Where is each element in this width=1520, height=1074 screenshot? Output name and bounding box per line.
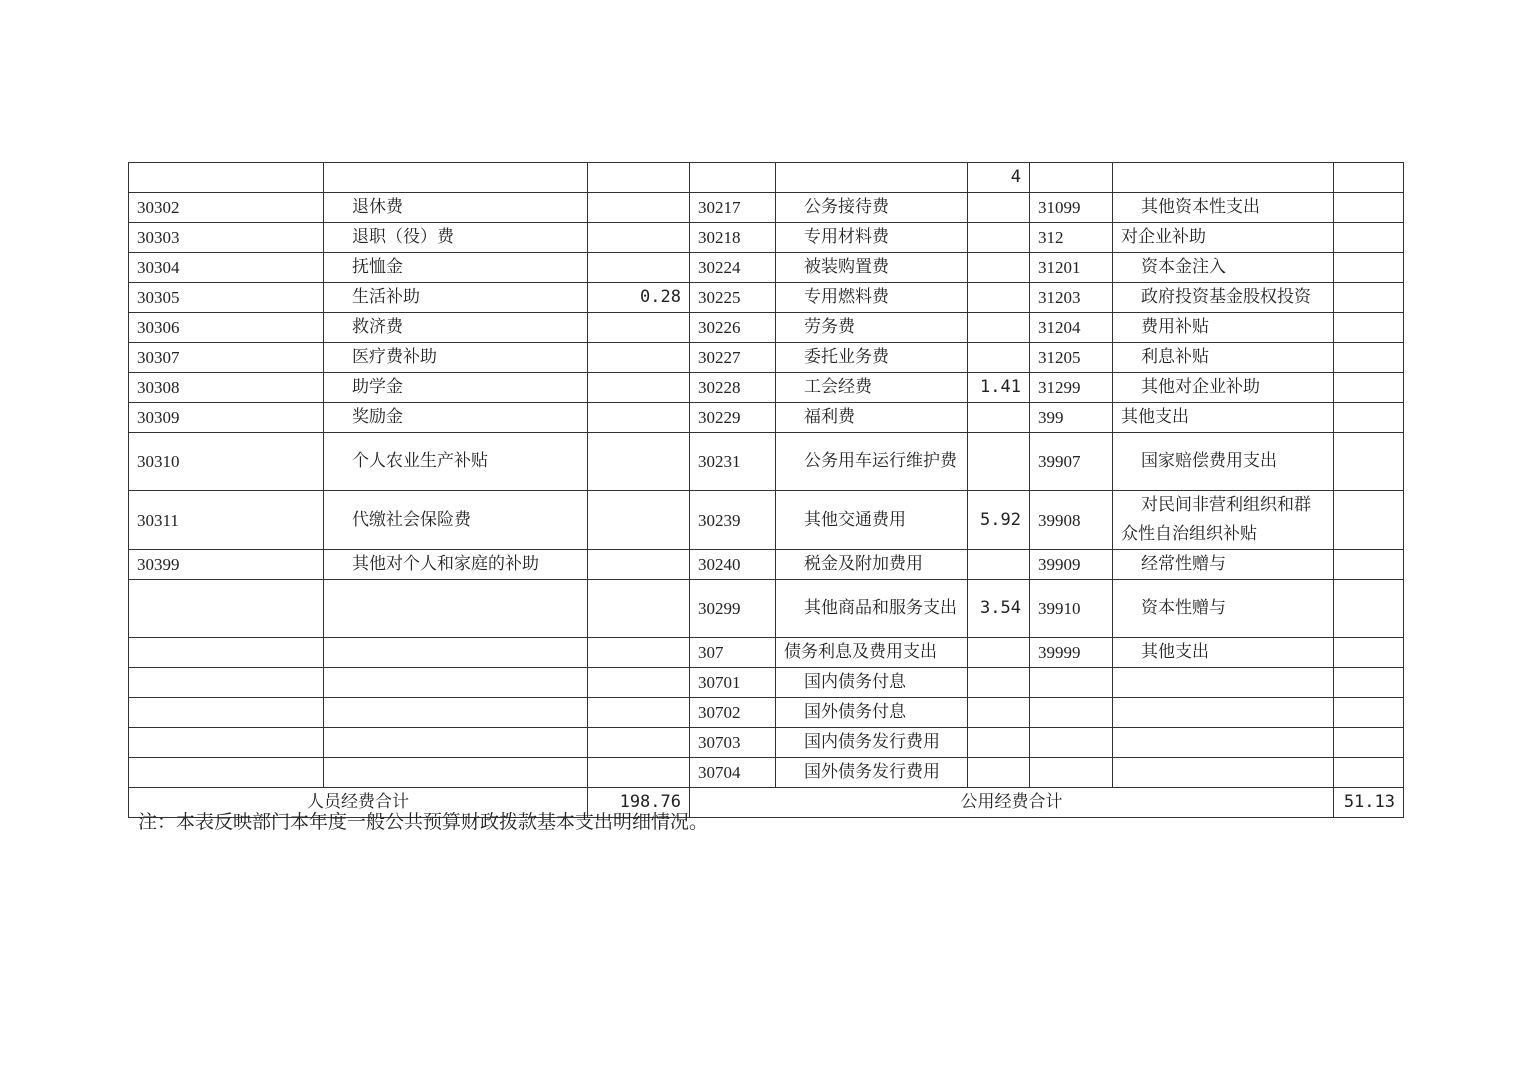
other-amount-cell xyxy=(1334,758,1404,788)
personnel-item-cell xyxy=(324,580,588,638)
personnel-item-cell xyxy=(324,758,588,788)
personnel-code-cell: 30399 xyxy=(129,550,324,580)
table-row xyxy=(129,193,1404,223)
other-item-cell: 对民间非营利组织和群众性自治组织补贴 xyxy=(1113,491,1334,550)
personnel-amount-cell xyxy=(588,758,690,788)
public-amount-cell xyxy=(968,313,1030,343)
public-code-cell xyxy=(690,163,776,193)
other-amount-cell xyxy=(1334,283,1404,313)
other-amount-cell xyxy=(1334,373,1404,403)
public-amount-cell: 1.41 xyxy=(968,373,1030,403)
other-amount-cell xyxy=(1334,403,1404,433)
personnel-code-cell: 30310 xyxy=(129,433,324,491)
personnel-item-cell: 抚恤金 xyxy=(324,253,588,283)
public-code-cell: 30229 xyxy=(690,403,776,433)
table-row xyxy=(129,223,1404,253)
personnel-code-cell: 30308 xyxy=(129,373,324,403)
public-item-cell: 被装购置费 xyxy=(776,253,968,283)
public-amount-cell: 4 xyxy=(968,163,1030,193)
other-amount-cell xyxy=(1334,550,1404,580)
public-item-cell: 委托业务费 xyxy=(776,343,968,373)
other-code-cell: 31299 xyxy=(1030,373,1113,403)
personnel-code-cell: 30303 xyxy=(129,223,324,253)
personnel-item-cell: 代缴社会保险费 xyxy=(324,491,588,550)
public-item-cell: 专用材料费 xyxy=(776,223,968,253)
other-item-cell xyxy=(1113,163,1334,193)
table-row xyxy=(129,758,1404,788)
personnel-amount-cell xyxy=(588,491,690,550)
public-code-cell: 30704 xyxy=(690,758,776,788)
expenditure-detail-table xyxy=(128,162,1404,818)
other-item-cell: 其他对企业补助 xyxy=(1113,373,1334,403)
table-row xyxy=(129,550,1404,580)
personnel-amount-cell xyxy=(588,550,690,580)
public-item-cell: 公务接待费 xyxy=(776,193,968,223)
personnel-item-cell xyxy=(324,638,588,668)
personnel-code-cell: 30307 xyxy=(129,343,324,373)
other-amount-cell xyxy=(1334,253,1404,283)
other-item-cell: 其他资本性支出 xyxy=(1113,193,1334,223)
public-code-cell: 30227 xyxy=(690,343,776,373)
public-item-cell: 劳务费 xyxy=(776,313,968,343)
personnel-code-cell xyxy=(129,728,324,758)
other-code-cell: 39910 xyxy=(1030,580,1113,638)
other-code-cell: 39907 xyxy=(1030,433,1113,491)
other-code-cell: 39909 xyxy=(1030,550,1113,580)
personnel-code-cell xyxy=(129,580,324,638)
public-amount-cell: 3.54 xyxy=(968,580,1030,638)
other-code-cell: 31201 xyxy=(1030,253,1113,283)
other-code-cell: 399 xyxy=(1030,403,1113,433)
public-code-cell: 30225 xyxy=(690,283,776,313)
other-item-cell xyxy=(1113,698,1334,728)
personnel-amount-cell xyxy=(588,313,690,343)
personnel-amount-cell xyxy=(588,223,690,253)
personnel-code-cell xyxy=(129,668,324,698)
personnel-amount-cell xyxy=(588,698,690,728)
table-row xyxy=(129,313,1404,343)
public-code-cell: 30226 xyxy=(690,313,776,343)
personnel-code-cell: 30305 xyxy=(129,283,324,313)
other-code-cell xyxy=(1030,758,1113,788)
personnel-amount-cell xyxy=(588,433,690,491)
public-amount-cell: 5.92 xyxy=(968,491,1030,550)
public-amount-cell xyxy=(968,253,1030,283)
public-amount-cell xyxy=(968,193,1030,223)
personnel-item-cell: 其他对个人和家庭的补助 xyxy=(324,550,588,580)
table-row xyxy=(129,698,1404,728)
other-amount-cell xyxy=(1334,163,1404,193)
other-item-cell: 利息补贴 xyxy=(1113,343,1334,373)
public-item-cell: 国外债务付息 xyxy=(776,698,968,728)
personnel-amount-cell xyxy=(588,728,690,758)
other-amount-cell xyxy=(1334,193,1404,223)
other-item-cell: 费用补贴 xyxy=(1113,313,1334,343)
other-item-cell: 其他支出 xyxy=(1113,403,1334,433)
public-amount-cell xyxy=(968,283,1030,313)
public-item-cell: 公务用车运行维护费 xyxy=(776,433,968,491)
personnel-amount-cell xyxy=(588,403,690,433)
public-item-cell: 国内债务发行费用 xyxy=(776,728,968,758)
public-amount-cell xyxy=(968,223,1030,253)
table-row xyxy=(129,373,1404,403)
public-total-value: 51.13 xyxy=(1334,788,1404,818)
public-amount-cell xyxy=(968,728,1030,758)
table-row xyxy=(129,253,1404,283)
other-amount-cell xyxy=(1334,580,1404,638)
public-code-cell: 30239 xyxy=(690,491,776,550)
personnel-item-cell: 奖励金 xyxy=(324,403,588,433)
personnel-total-value: 198.76 xyxy=(588,788,690,818)
public-code-cell: 307 xyxy=(690,638,776,668)
personnel-code-cell xyxy=(129,698,324,728)
other-amount-cell xyxy=(1334,223,1404,253)
personnel-amount-cell xyxy=(588,343,690,373)
personnel-amount-cell xyxy=(588,253,690,283)
public-amount-cell xyxy=(968,698,1030,728)
table-row xyxy=(129,728,1404,758)
public-code-cell: 30228 xyxy=(690,373,776,403)
other-item-cell xyxy=(1113,728,1334,758)
other-code-cell: 39908 xyxy=(1030,491,1113,550)
personnel-amount-cell: 0.28 xyxy=(588,283,690,313)
other-item-cell xyxy=(1113,668,1334,698)
personnel-item-cell: 退休费 xyxy=(324,193,588,223)
table-row xyxy=(129,283,1404,313)
public-code-cell: 30224 xyxy=(690,253,776,283)
other-item-cell: 国家赔偿费用支出 xyxy=(1113,433,1334,491)
other-amount-cell xyxy=(1334,668,1404,698)
table-row xyxy=(129,163,1404,193)
other-item-cell: 资本金注入 xyxy=(1113,253,1334,283)
personnel-amount-cell xyxy=(588,373,690,403)
other-code-cell: 31205 xyxy=(1030,343,1113,373)
table-row xyxy=(129,491,1404,550)
personnel-item-cell xyxy=(324,668,588,698)
public-code-cell: 30218 xyxy=(690,223,776,253)
other-amount-cell xyxy=(1334,433,1404,491)
other-code-cell xyxy=(1030,728,1113,758)
personnel-amount-cell xyxy=(588,580,690,638)
personnel-code-cell xyxy=(129,163,324,193)
personnel-code-cell: 30302 xyxy=(129,193,324,223)
public-amount-cell xyxy=(968,550,1030,580)
personnel-item-cell: 助学金 xyxy=(324,373,588,403)
personnel-amount-cell xyxy=(588,668,690,698)
personnel-code-cell xyxy=(129,758,324,788)
public-amount-cell xyxy=(968,758,1030,788)
table-row xyxy=(129,403,1404,433)
public-code-cell: 30703 xyxy=(690,728,776,758)
other-code-cell: 312 xyxy=(1030,223,1113,253)
personnel-code-cell xyxy=(129,638,324,668)
personnel-item-cell xyxy=(324,728,588,758)
table-note: 注：本表反映部门本年度一般公共预算财政拨款基本支出明细情况。 xyxy=(138,811,709,833)
personnel-code-cell: 30311 xyxy=(129,491,324,550)
public-item-cell: 其他商品和服务支出 xyxy=(776,580,968,638)
personnel-item-cell xyxy=(324,163,588,193)
personnel-item-cell: 救济费 xyxy=(324,313,588,343)
other-code-cell xyxy=(1030,163,1113,193)
personnel-code-cell: 30304 xyxy=(129,253,324,283)
public-item-cell: 国内债务付息 xyxy=(776,668,968,698)
other-item-cell: 其他支出 xyxy=(1113,638,1334,668)
public-amount-cell xyxy=(968,668,1030,698)
other-item-cell: 资本性赠与 xyxy=(1113,580,1334,638)
table-row xyxy=(129,343,1404,373)
other-amount-cell xyxy=(1334,638,1404,668)
other-code-cell: 39999 xyxy=(1030,638,1113,668)
other-amount-cell xyxy=(1334,343,1404,373)
other-item-cell: 政府投资基金股权投资 xyxy=(1113,283,1334,313)
personnel-code-cell: 30306 xyxy=(129,313,324,343)
personnel-item-cell: 生活补助 xyxy=(324,283,588,313)
table-row xyxy=(129,668,1404,698)
other-item-cell xyxy=(1113,758,1334,788)
personnel-total-label: 人员经费合计 xyxy=(129,788,588,818)
public-amount-cell xyxy=(968,433,1030,491)
public-item-cell: 债务利息及费用支出 xyxy=(776,638,968,668)
public-item-cell xyxy=(776,163,968,193)
other-code-cell: 31203 xyxy=(1030,283,1113,313)
other-code-cell xyxy=(1030,698,1113,728)
public-item-cell: 其他交通费用 xyxy=(776,491,968,550)
personnel-amount-cell xyxy=(588,193,690,223)
public-code-cell: 30231 xyxy=(690,433,776,491)
personnel-amount-cell xyxy=(588,638,690,668)
public-amount-cell xyxy=(968,638,1030,668)
other-code-cell: 31099 xyxy=(1030,193,1113,223)
other-code-cell: 31204 xyxy=(1030,313,1113,343)
personnel-item-cell: 个人农业生产补贴 xyxy=(324,433,588,491)
table-row xyxy=(129,433,1404,491)
personnel-item-cell: 医疗费补助 xyxy=(324,343,588,373)
public-code-cell: 30299 xyxy=(690,580,776,638)
public-total-label: 公用经费合计 xyxy=(690,788,1334,818)
public-amount-cell xyxy=(968,403,1030,433)
other-code-cell xyxy=(1030,668,1113,698)
public-code-cell: 30701 xyxy=(690,668,776,698)
other-amount-cell xyxy=(1334,491,1404,550)
public-code-cell: 30240 xyxy=(690,550,776,580)
public-item-cell: 专用燃料费 xyxy=(776,283,968,313)
personnel-item-cell xyxy=(324,698,588,728)
other-amount-cell xyxy=(1334,728,1404,758)
public-amount-cell xyxy=(968,343,1030,373)
public-item-cell: 国外债务发行费用 xyxy=(776,758,968,788)
other-amount-cell xyxy=(1334,698,1404,728)
table-row xyxy=(129,580,1404,638)
other-item-cell: 对企业补助 xyxy=(1113,223,1334,253)
public-item-cell: 税金及附加费用 xyxy=(776,550,968,580)
public-code-cell: 30702 xyxy=(690,698,776,728)
other-amount-cell xyxy=(1334,313,1404,343)
table-row xyxy=(129,638,1404,668)
personnel-item-cell: 退职（役）费 xyxy=(324,223,588,253)
personnel-code-cell: 30309 xyxy=(129,403,324,433)
other-item-cell: 经常性赠与 xyxy=(1113,550,1334,580)
public-item-cell: 工会经费 xyxy=(776,373,968,403)
public-code-cell: 30217 xyxy=(690,193,776,223)
personnel-amount-cell xyxy=(588,163,690,193)
public-item-cell: 福利费 xyxy=(776,403,968,433)
